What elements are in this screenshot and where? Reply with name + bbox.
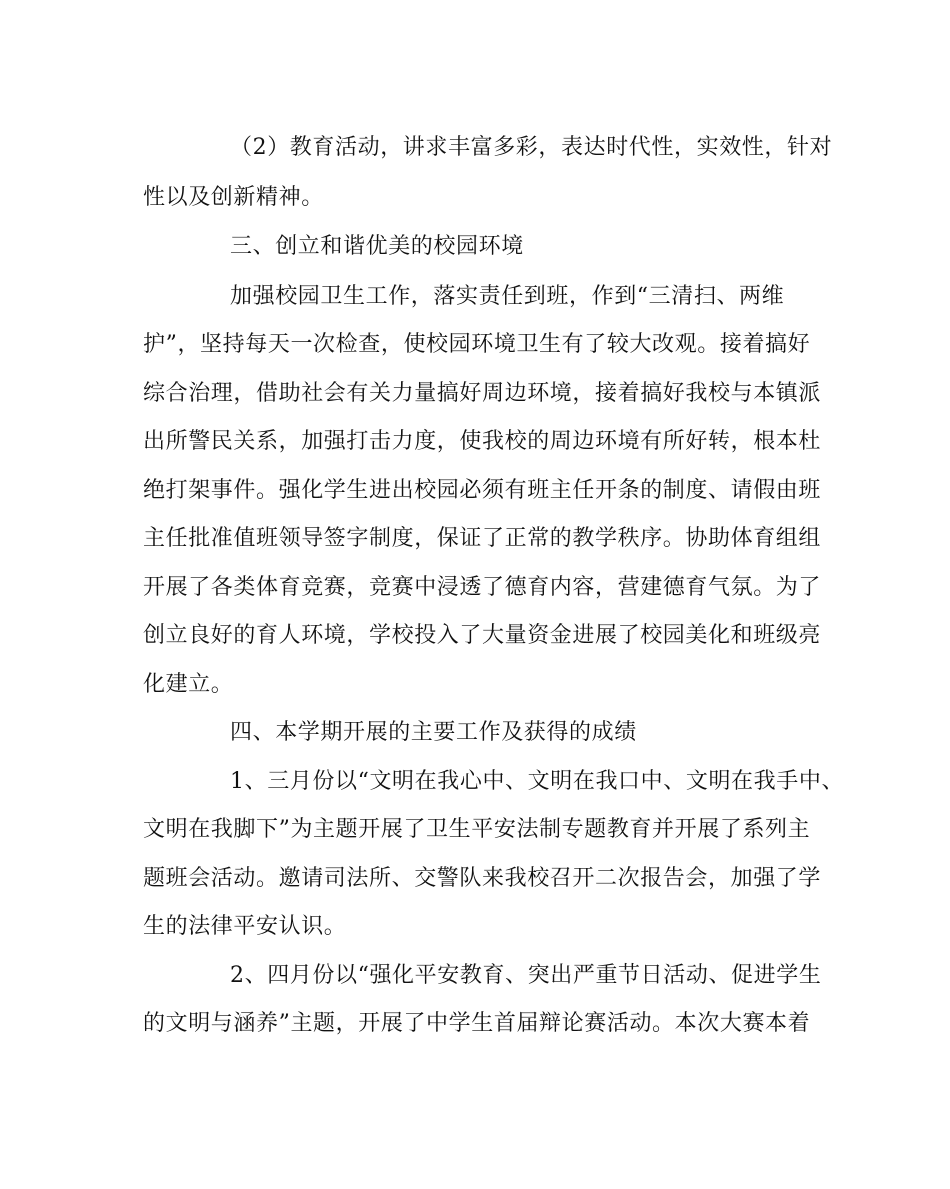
paragraph-line-19: 的文明与涵养”主题，开展了中学生首届辩论赛活动。本次大赛本着 xyxy=(143,1011,811,1036)
paragraph-line-14: 1、三月份以“文明在我心中、文明在我口中、文明在我手中、 xyxy=(230,769,845,794)
paragraph-line-16: 题班会活动。邀请司法所、交警队来我校召开二次报告会，加强了学 xyxy=(143,866,822,891)
paragraph-line-10: 开展了各类体育竞赛，竞赛中浸透了德育内容，营建德育气氛。为了 xyxy=(143,575,822,600)
paragraph-line-11: 创立良好的育人环境，学校投入了大量资金进展了校园美化和班级亮 xyxy=(143,623,822,648)
paragraph-line-8: 绝打架事件。强化学生进出校园必须有班主任开条的制度、请假由班 xyxy=(143,478,822,503)
paragraph-line-15: 文明在我脚下”为主题开展了卫生平安法制专题教育并开展了系列主 xyxy=(143,817,811,842)
paragraph-line-12: 化建立。 xyxy=(143,672,234,697)
paragraph-line-18: 2、四月份以“强化平安教育、突出严重节日活动、促进学生 xyxy=(230,963,822,988)
paragraph-line-1: （2）教育活动，讲求丰富多彩，表达时代性，实效性，针对 xyxy=(230,135,833,160)
paragraph-line-7: 出所警民关系，加强打击力度，使我校的周边环境有所好转，根本杜 xyxy=(143,429,822,454)
section-heading-4: 四、本学期开展的主要工作及获得的成绩 xyxy=(230,720,637,745)
paragraph-line-6: 综合治理，借助社会有关力量搞好周边环境，接着搞好我校与本镇派 xyxy=(143,381,822,406)
paragraph-line-4: 加强校园卫生工作，落实责任到班，作到“三清扫、两维 xyxy=(230,284,785,309)
section-heading-3: 三、创立和谐优美的校园环境 xyxy=(230,234,524,259)
paragraph-line-9: 主任批准值班领导签字制度，保证了正常的教学秩序。协助体育组组 xyxy=(143,526,822,551)
paragraph-line-17: 生的法律平安认识。 xyxy=(143,914,347,939)
paragraph-line-2: 性以及创新精神。 xyxy=(143,185,324,210)
paragraph-line-5: 护”，坚持每天一次检查，使校园环境卫生有了较大改观。接着搞好 xyxy=(143,332,811,357)
